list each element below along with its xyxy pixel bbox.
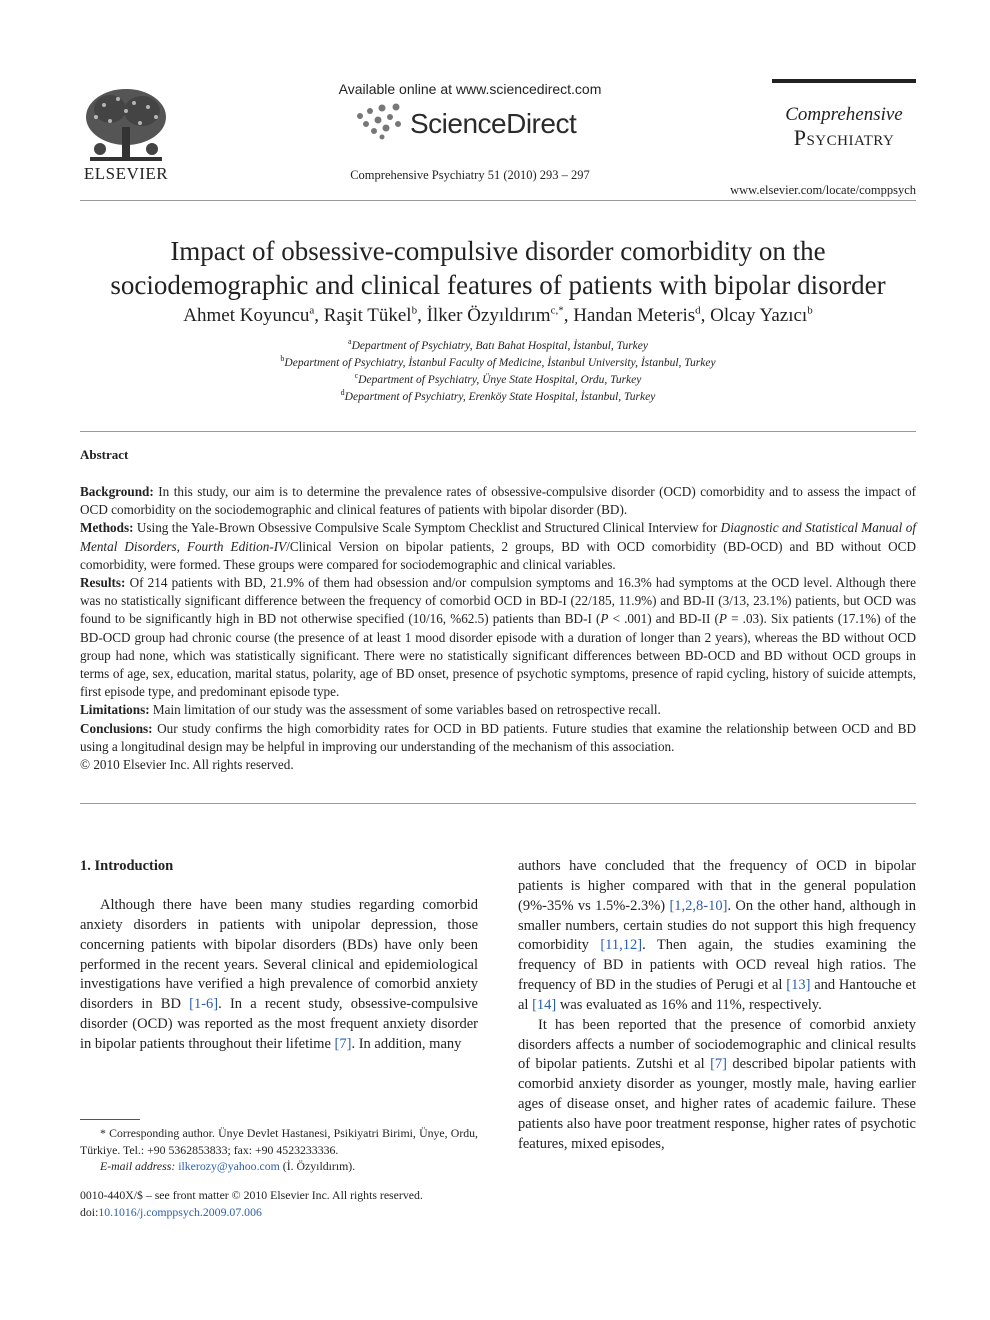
publisher-name: ELSEVIER bbox=[83, 164, 169, 183]
abstract-top-rule bbox=[80, 431, 916, 432]
paragraph: Although there have been many studies regarding comorbid anxiety disorders in patients with unipolar depression, those concerning patients with bipolar disorders (BDs) have only been performed in the recent years. Several clinical and epidemiological investigations have verified a high prevalence of comorbid anxiety disorders in BD [1-6]. In a recent study, obsessive-compulsive disorder (OCD) was reported as the most frequent anxiety disorder in bipolar patients throughout their lifetime [7]. In addition, many bbox=[80, 897, 478, 1052]
abstract-methods: Methods: Using the Yale-Brown Obsessive Compulsive Scale Symptom Checklist and Structured Clinical Interview for Diagnostic and Statistical Manual of Mental Disorders, Fourth Edition-IV/Clinical Version on bipolar patients, 2 groups, BD with OCD comorbidity (BD-OCD) and BD without OCD comorbidity, were formed. These groups were compared for sociodemographic and clinical variables. bbox=[80, 520, 916, 572]
footnote: * Corresponding author. Ünye Devlet Hastanesi, Psikiyatri Birimi, Ünye, Ordu, Türkiye. Tel.: +90 5362853833; fax: +90 4523233336. E-mail address: ilkerozy@yahoo.com (İ. Özyıldırım). bbox=[80, 1126, 478, 1173]
journal-name-line2: Psychiatry bbox=[793, 125, 895, 150]
journal-url[interactable]: www.elsevier.com/locate/comppsych bbox=[730, 183, 916, 197]
author-list bbox=[60, 305, 936, 327]
author[interactable]: Handan Meteris$^d$, bbox=[573, 305, 711, 327]
citation-link[interactable]: [14] bbox=[532, 996, 557, 1013]
journal-citation: Comprehensive Psychiatry 51 (2010) 293 – 297 bbox=[350, 168, 590, 182]
title-line: Impact of obsessive-compulsive disorder comorbidity on the bbox=[170, 236, 826, 266]
citation-link[interactable]: [13] bbox=[786, 977, 811, 994]
affiliation: $^a$Department of Psychiatry, Batı Bahat Hospital, İstanbul, Turkey bbox=[348, 337, 648, 352]
abstract-background: Background: In this study, our aim is to determine the prevalence rates of obsessive-compulsive disorder (OCD) comorbidity and to assess the impact of OCD comorbidity on the sociodemographic and clinical features of patients with bipolar disorder (BD). bbox=[80, 484, 917, 518]
abstract-conclusions: Conclusions: Our study confirms the high comorbidity rates for OCD in BD patients. Future studies that examine the relationship between OCD and BD using a longitudinal design may be helpful in improving our understanding of the mechanism of this association. bbox=[80, 720, 917, 754]
author[interactable]: İlker Özyıldırım$^{c,*}$, bbox=[426, 305, 574, 327]
abstract-heading: Abstract bbox=[80, 447, 129, 462]
citation-link[interactable]: [7] bbox=[334, 1035, 352, 1052]
paragraph: It has been reported that the presence of comorbid anxiety disorders affects a number of sociodemographic and clinical results of bipolar patients. Zutshi et al [7] described bipolar patients with comorbid anxiety disorder as younger, mostly male, having earlier ages of disease onset, and higher rates of academic failure. These patients also have poor treatment response, higher rates of psychotic features, mixed episodes, bbox=[518, 1016, 916, 1152]
paragraph: authors have concluded that the frequency of OCD in bipolar patients is higher compared with that in the general population (9%-35% vs 1.5%-2.3%) [1,2,8-10]. On the other hand, although in smaller numbers, certain studies do not support this high frequency comorbidity [11,12]. Then again, the studies examining the frequency of BD in patients with OCD reveal high ratios. The frequency of BD in the studies of Perugi et al [13] and Hantouche et al [14] was evaluated as 16% and 11%, respectively. bbox=[518, 858, 916, 1013]
abstract-limitations: Limitations: Main limitation of our study was the assessment of some variables based on retrospective recall. bbox=[80, 702, 661, 718]
author[interactable]: Raşit Tükel$^b$, bbox=[323, 305, 427, 327]
affiliation: $^d$Department of Psychiatry, Erenköy State Hospital, İstanbul, Turkey bbox=[340, 388, 656, 403]
affiliation: $^c$Department of Psychiatry, Ünye State Hospital, Ordu, Turkey bbox=[354, 371, 642, 386]
citation-link[interactable]: [1-6] bbox=[189, 996, 219, 1013]
journal-logo-bar bbox=[772, 79, 916, 83]
section-heading-introduction: 1. Introduction bbox=[80, 858, 174, 874]
abstract-body bbox=[80, 483, 916, 774]
citation-link[interactable]: [1,2,8-10] bbox=[669, 897, 728, 914]
header-divider bbox=[80, 200, 916, 201]
body-column-left bbox=[80, 896, 478, 1055]
abstract-results: Results: Of 214 patients with BD, 21.9% of them had obsession and/or compulsion symptoms and 16.3% had symptoms at the OCD level. Although there was no statistically significant difference between the frequency of comorbid OCD in BD-I (22/185, 11.9%) and BD-II (3/13, 23.1%) patients, but OCD was found to be significantly high in BD not otherwise specified (10/16, %62.5) patients than BD-I (P < .001) and BD-II (P = .03). Six patients (17.1%) of the BD-OCD group had chronic course (the presence of at least 1 mood disorder episode with a duration of longer than 2 years), whereas the BD without OCD group had none, which was statistically significant. There were no statistically significant differences between BD-OCD and BD without OCD groups in terms of age, sex, education, marital status, polarity, age of BD onset, presence of psychotic symptoms, presence of rapid cycling, history of suicide attempts, first episode type, and predominant episode type. bbox=[80, 575, 916, 700]
doi-link[interactable]: 10.1016/j.comppsych.2009.07.006 bbox=[98, 1204, 262, 1219]
body-column-right bbox=[518, 857, 916, 1155]
abstract-bottom-rule bbox=[80, 803, 916, 804]
affiliation: $^b$Department of Psychiatry, İstanbul Faculty of Medicine, İstanbul University, İstanbul, Turkey bbox=[280, 354, 716, 369]
footnote-rule bbox=[80, 1119, 140, 1120]
author[interactable]: Olcay Yazıcı$^b$ bbox=[710, 305, 813, 327]
title-line: sociodemographic and clinical features of patients with bipolar disorder bbox=[110, 270, 886, 300]
journal-name-line1: Comprehensive bbox=[785, 104, 903, 125]
sciencedirect-wordmark: ScienceDirect bbox=[410, 108, 577, 139]
abstract-copyright: © 2010 Elsevier Inc. All rights reserved. bbox=[80, 757, 294, 773]
citation-link[interactable]: [7] bbox=[710, 1056, 727, 1073]
author[interactable]: Ahmet Koyuncu$^a$, bbox=[183, 305, 324, 327]
front-matter-info: 0010-440X/$ – see front matter © 2010 Elsevier Inc. All rights reserved. doi:10.1016/j.comppsych.2009.07.006 bbox=[80, 1188, 423, 1219]
available-online-text: Available online at www.sciencedirect.com bbox=[338, 81, 602, 97]
email-link[interactable]: ilkerozy@yahoo.com bbox=[178, 1159, 280, 1173]
article-title bbox=[60, 234, 936, 302]
citation-link[interactable]: [11,12] bbox=[600, 937, 643, 954]
